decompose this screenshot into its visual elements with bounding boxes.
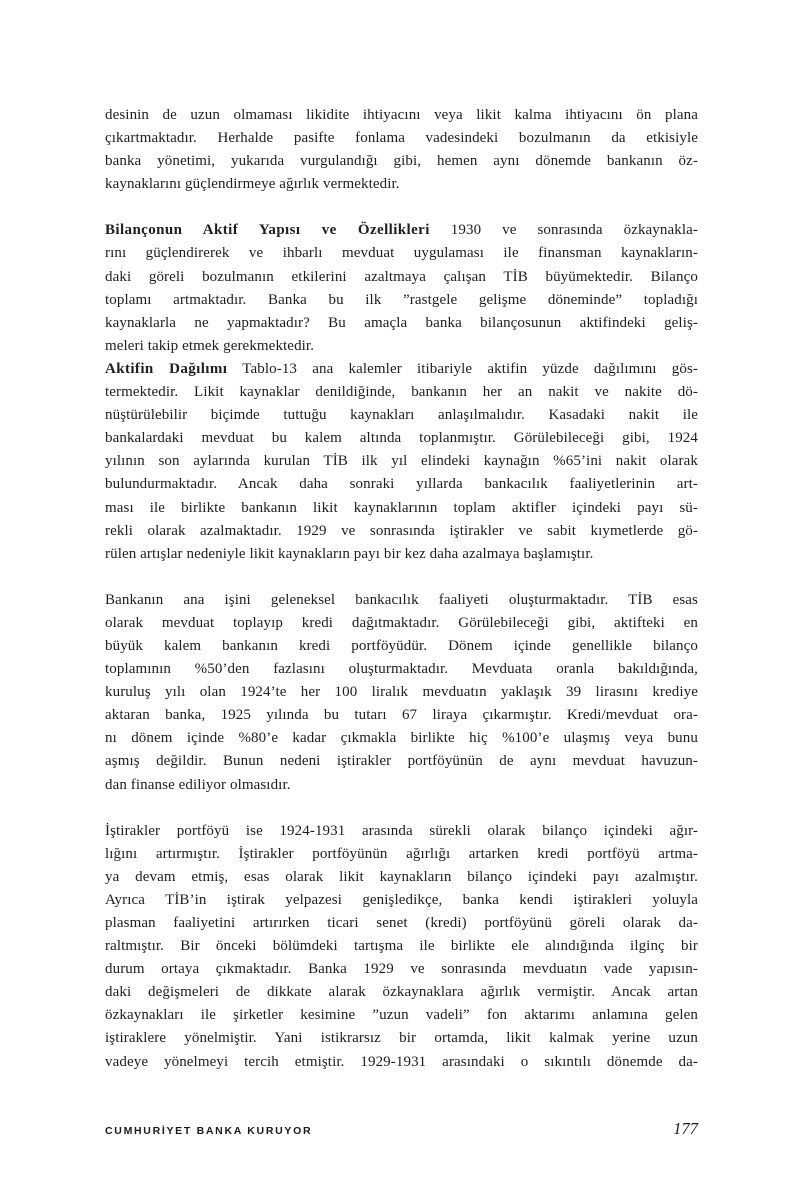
text-line: özkaynakları ile şirketler kesimine ”uzun vadeli” fon aktarımı anlamına gelen <box>105 1007 698 1024</box>
text-line: rını güçlendirerek ve ihbarlı mevduat uygulaması ile finansman kaynakların- <box>105 245 698 262</box>
text-line: lığını artırmıştır. İştirakler portföyünün ağırlığı artarken kredi portföyü artma- <box>105 845 698 862</box>
text-line: kuruluş yılı olan 1924’te her 100 liralık mevduatın yaklaşık 39 lirasını krediye <box>105 684 698 701</box>
line-text: 1930 ve sonrasında özkaynakla- <box>450 222 698 239</box>
text-line: ması ile birlikte bankanın likit kaynaklarının toplam aktifler içindeki payı sü- <box>105 499 698 516</box>
paragraph-lines <box>105 589 698 797</box>
text-line: vadeye yönelmeyi tercih etmiştir. 1929-1931 arasındaki o sıkıntılı dönemde da- <box>105 1053 698 1070</box>
text-line: nüştürülebilir biçimde tuttuğu kaynakları anlaşılmalıdır. Kasadaki nakit ile <box>105 407 698 424</box>
text-line: Bankanın ana işini geleneksel bankacılık faaliyeti oluşturmaktadır. TİB esas <box>105 591 698 608</box>
text-line: yılının son aylarında kurulan TİB ilk yıl elindeki kaynağın %65’ini nakit olarak <box>105 453 698 470</box>
text-line: daki değişmeleri de dikkate alarak özkaynaklara ağırlık vermiştir. Ancak artan <box>105 984 698 1001</box>
text-line: rülen artışlar nedeniyle likit kaynakların payı bir kez daha azalmaya başlamıştır. <box>105 545 594 562</box>
running-title: CUMHURİYET BANKA KURUYOR <box>105 1125 313 1137</box>
text-line: rekli olarak azalmaktadır. 1929 ve sonrasında iştirakler ve sabit kıymetlerde gö- <box>105 522 698 539</box>
text-line: plasman faaliyetini artırırken ticari senet (kredi) portföyünü göreli olarak da- <box>105 915 698 931</box>
paragraph-bankanin-ana-isi <box>105 589 698 797</box>
text-line: termektedir. Likit kaynaklar denildiğinde, bankanın her an nakit ve nakite dö- <box>105 384 698 401</box>
text-line: İştirakler portföyü ise 1924-1931 arasında sürekli olarak bilanço içindeki ağır- <box>105 822 698 839</box>
paragraph-intro <box>105 104 698 196</box>
paragraph-aktifin-dagilimi <box>105 358 698 566</box>
text-line: aktaran banka, 1925 yılında bu tutarı 67 liraya çıkarmıştır. Kredi/mevduat ora- <box>105 707 698 724</box>
text-line: desinin de uzun olmaması likidite ihtiyacını veya likit kalma ihtiyacını ön plana <box>105 107 698 123</box>
text-line: ya devam etmiş, esas olarak likit kaynakların bilanço içindeki payı azalmıştır. <box>105 868 698 885</box>
page-body-text <box>105 104 698 1074</box>
text-line: iştiraklere yönelmiştir. Yani istikrarsız bir ortamda, likit kalmak yerine uzun <box>105 1030 698 1047</box>
text-line: toplamı artmaktadır. Banka bu ilk ”rastgele gelişme döneminde” topladığı <box>105 291 698 308</box>
line-text: Tablo-13 ana kalemler itibariyle aktifin yüzde dağılımını gös- <box>242 360 698 377</box>
text-line: bulundurmaktadır. Ancak daha sonraki yıllarda bankacılık faaliyetlerinin art- <box>105 476 698 493</box>
text-line <box>105 358 698 381</box>
text-line: dan finanse ediliyor olmasıdır. <box>105 776 291 793</box>
paragraph-lines <box>105 381 698 566</box>
run-in-heading-bilanconun: Bilançonun Aktif Yapısı ve Özellikleri <box>105 222 430 239</box>
text-line: çıkartmaktadır. Herhalde pasifte fonlama vadesindeki bozulmanın da etkisiyle <box>105 130 698 147</box>
text-line: aşmış değildir. Bunun nedeni iştirakler portföyünün de aynı mevduat havuzun- <box>105 753 698 770</box>
text-line: raltmıştır. Bir önceki bölümdeki tartışma ile birlikte ele alındığında ilginç bir <box>105 938 698 955</box>
paragraph-bilanconun-aktif-yapisi <box>105 219 698 358</box>
text-line: banka yönetimi, yukarıda vurgulandığı gibi, hemen aynı dönemde bankanın öz- <box>105 153 698 170</box>
text-line: durum ortaya çıkmaktadır. Banka 1929 ve sonrasında mevduatın vade yapısın- <box>105 961 698 978</box>
text-line: kaynaklarla ne yapmaktadır? Bu amaçla banka bilançosunun aktifindeki geliş- <box>105 314 698 331</box>
text-line: meleri takip etmek gerekmektedir. <box>105 337 315 354</box>
text-line: toplamının %50’den fazlasını oluşturmaktadır. Mevduata oranla bakıldığında, <box>105 661 698 678</box>
text-line <box>105 219 698 242</box>
paragraph-lines <box>105 820 698 1074</box>
text-line: olarak mevduat toplayıp kredi dağıtmaktadır. Görülebileceği gibi, aktifteki en <box>105 614 698 631</box>
text-line: kaynaklarını güçlendirmeye ağırlık vermektedir. <box>105 176 400 193</box>
paragraph-istirakler-portfoyu <box>105 820 698 1074</box>
page-number: 177 <box>673 1119 698 1138</box>
text-line: nı dönem içinde %80’e kadar çıkmakla birlikte hiç %100’e ulaşmış veya bunu <box>105 730 698 747</box>
text-line: bankalardaki mevduat bu kalem altında toplanmıştır. Görülebileceği gibi, 1924 <box>105 430 698 447</box>
paragraph-lines <box>105 104 698 196</box>
text-line: Ayrıca TİB’in iştirak yelpazesi genişledikçe, banka kendi iştirakleri yoluyla <box>105 891 698 908</box>
text-line: daki göreli bozulmanın etkilerini azaltmaya çalışan TİB büyümektedir. Bilanço <box>105 268 698 285</box>
text-line: büyük kalem bankanın kredi portföyüdür. Dönem içinde genellikle bilanço <box>105 637 698 654</box>
page-footer <box>105 1119 698 1139</box>
run-in-heading-aktifin-dagilimi: Aktifin Dağılımı <box>105 360 228 377</box>
paragraph-lines <box>105 242 698 357</box>
